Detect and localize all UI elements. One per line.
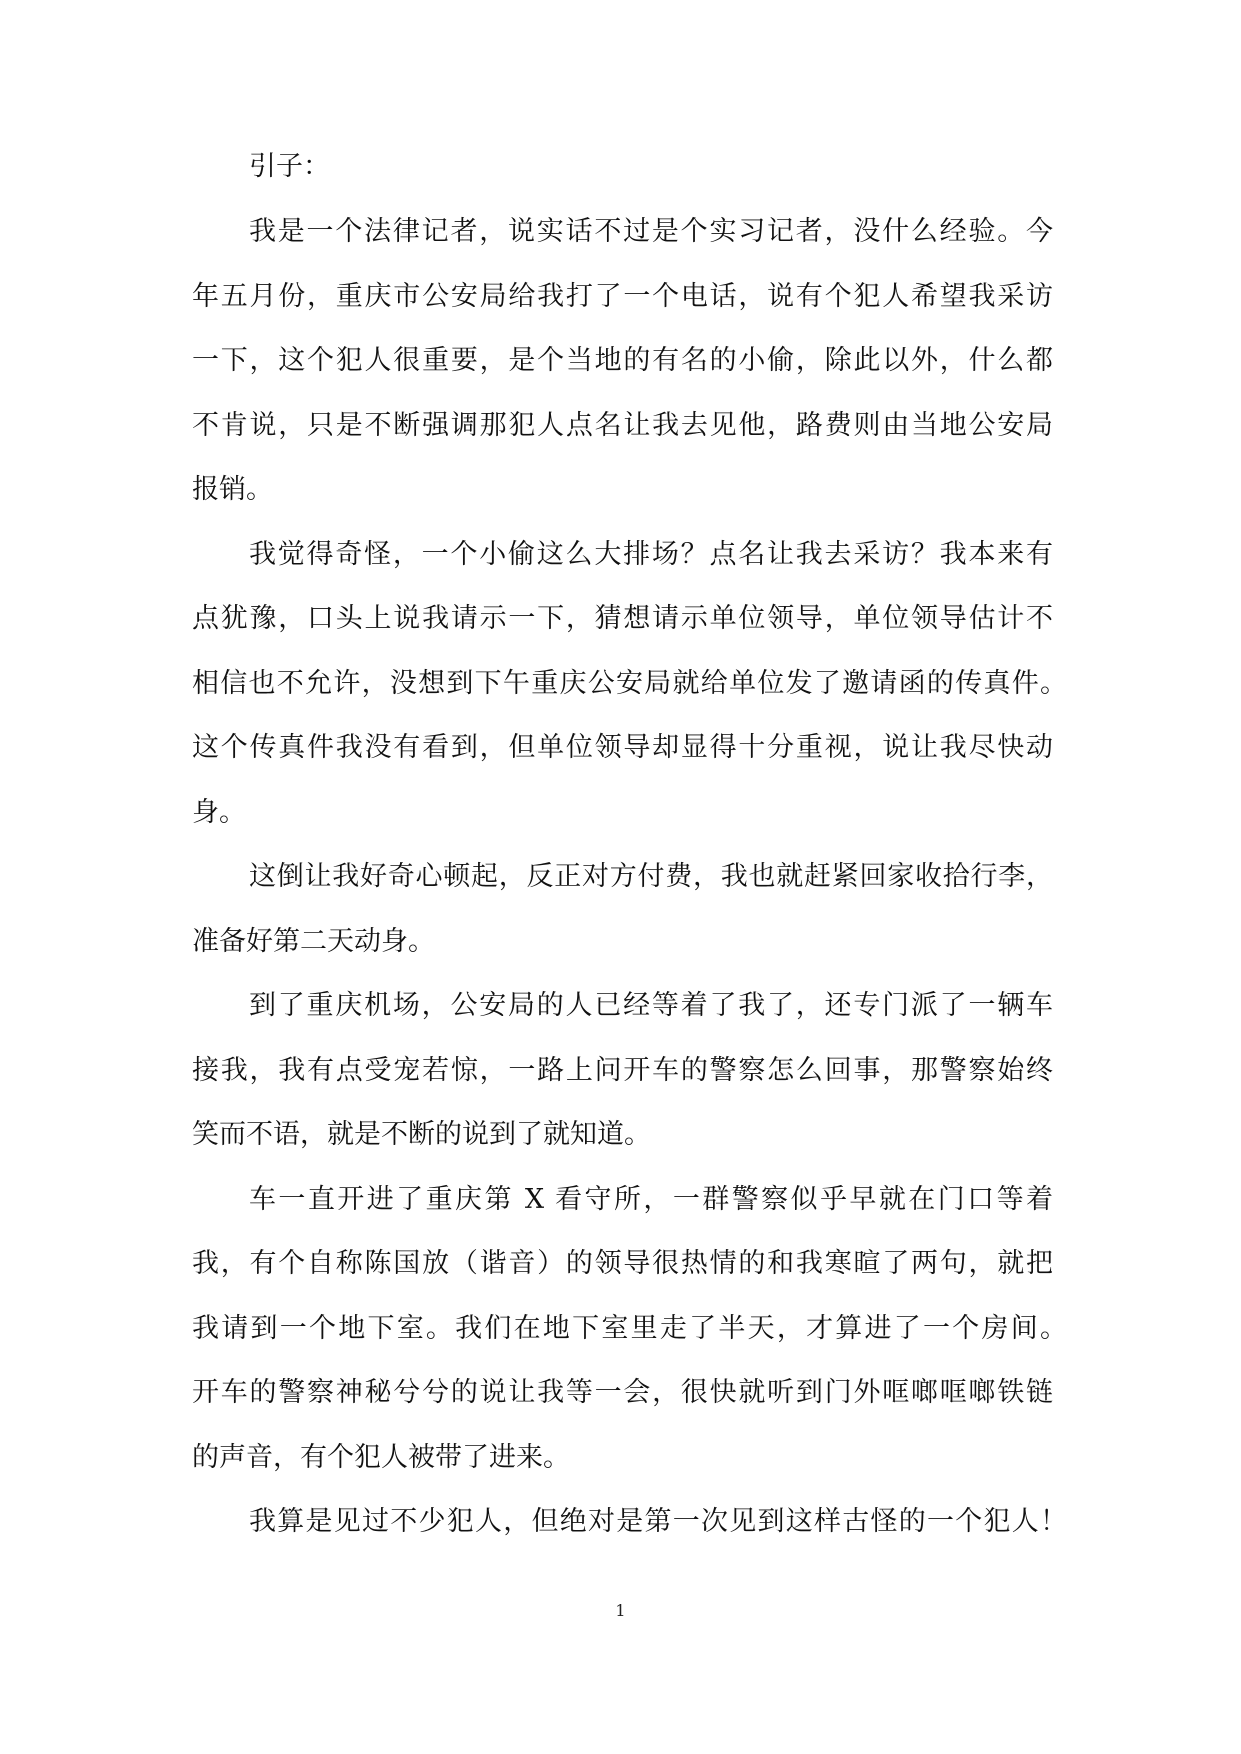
paragraph-2-line-4: 这个传真件我没有看到，但单位领导却显得十分重视，说让我尽快动: [192, 732, 1053, 763]
paragraph-6-line-1: 我算是见过不少犯人，但绝对是第一次见到这样古怪的一个犯人！: [249, 1506, 1067, 1537]
paragraph-5-line-3: 我请到一个地下室。我们在地下室里走了半天，才算进了一个房间。: [192, 1313, 1067, 1344]
paragraph-1-line-4: 不肯说，只是不断强调那犯人点名让我去见他，路费则由当地公安局: [192, 410, 1053, 441]
paragraph-1-line-3: 一下，这个犯人很重要，是个当地的有名的小偷，除此以外，什么都: [192, 345, 1053, 376]
page-number: 1: [615, 1601, 626, 1620]
paragraph-5-line-5: 的声音，有个犯人被带了进来。: [192, 1442, 570, 1473]
paragraph-3-line-1: 这倒让我好奇心顿起，反正对方付费，我也就赶紧回家收拾行李，: [249, 861, 1053, 892]
paragraph-1-line-2: 年五月份，重庆市公安局给我打了一个电话，说有个犯人希望我采访: [192, 281, 1053, 312]
paragraph-3-line-2: 准备好第二天动身。: [192, 926, 435, 957]
paragraph-2-line-2: 点犹豫，口头上说我请示一下，猜想请示单位领导，单位领导估计不: [192, 603, 1053, 634]
paragraph-1-line-5: 报销。: [192, 474, 273, 505]
paragraph-5-line-2: 我，有个自称陈国放（谐音）的领导很热情的和我寒暄了两句，就把: [192, 1248, 1053, 1279]
paragraph-4-line-3: 笑而不语，就是不断的说到了就知道。: [192, 1119, 651, 1150]
paragraph-1-line-1: 我是一个法律记者，说实话不过是个实习记者，没什么经验。今: [249, 216, 1053, 247]
paragraph-5-line-1: 车一直开进了重庆第 X 看守所，一群警察似乎早就在门口等着: [249, 1184, 1053, 1215]
paragraph-2-line-5: 身。: [192, 797, 246, 828]
paragraph-2-line-3: 相信也不允许，没想到下午重庆公安局就给单位发了邀请函的传真件。: [192, 668, 1067, 699]
section-heading: 引子：: [249, 151, 330, 182]
paragraph-4-line-2: 接我，我有点受宠若惊，一路上问开车的警察怎么回事，那警察始终: [192, 1055, 1053, 1086]
paragraph-5-line-4: 开车的警察神秘兮兮的说让我等一会，很快就听到门外哐啷哐啷铁链: [192, 1377, 1053, 1408]
paragraph-4-line-1: 到了重庆机场，公安局的人已经等着了我了，还专门派了一辆车: [249, 990, 1053, 1021]
paragraph-2-line-1: 我觉得奇怪，一个小偷这么大排场？点名让我去采访？我本来有: [249, 539, 1053, 570]
